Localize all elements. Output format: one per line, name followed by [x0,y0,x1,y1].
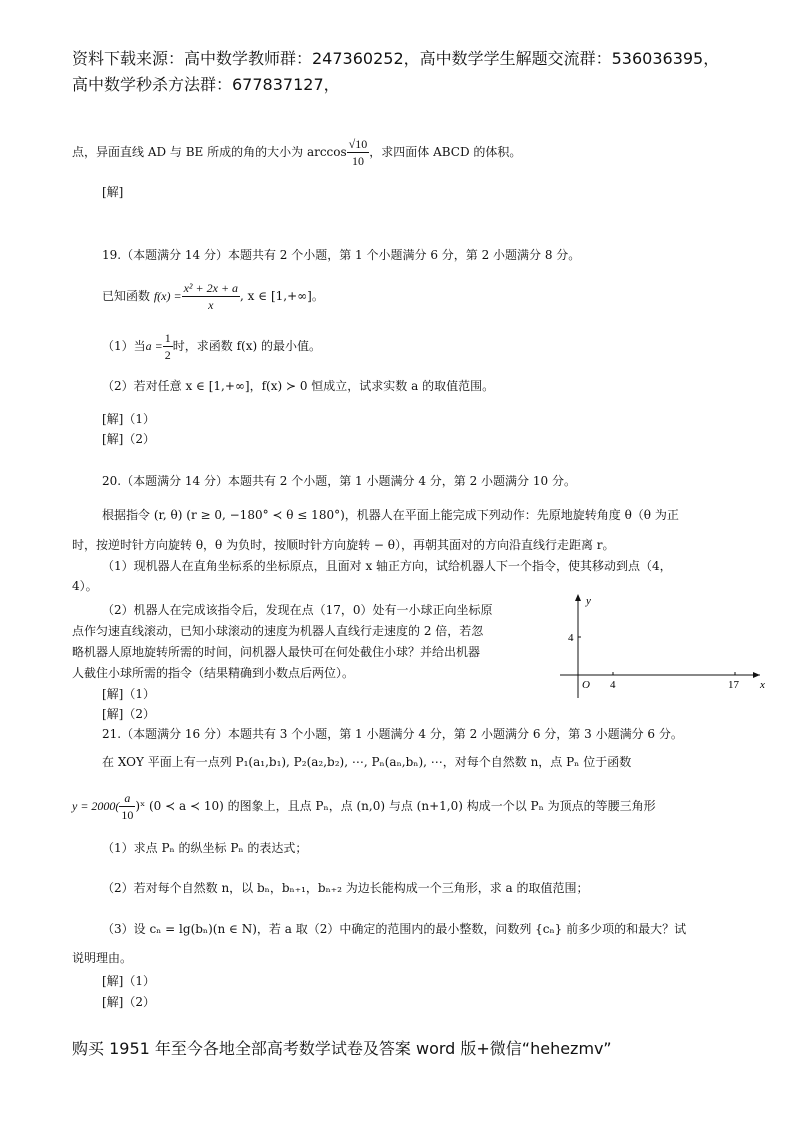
q20-coordinate-graph [560,590,770,700]
q21-part-3b: 说明理由。 [72,951,133,965]
tick-label-x-17: 17 [728,679,739,691]
origin-label: O [582,679,590,691]
page-header [72,46,762,98]
q20-solution-1: [解]（1） [102,687,155,701]
q20-solution-2: [解]（2） [102,707,155,721]
page-footer: 购买 1951 年至今各地全部高考数学试卷及答案 word 版+微信“hehezmv” [72,1039,612,1058]
q20-part-2a: （2）机器人在完成该指令后，发现在点（17，0）处有一小球正向坐标原 [102,603,493,617]
q21-part-3a: （3）设 cₙ = lg(bₙ)(n ∈ N)，若 a 取（2）中确定的范围内的最小整数，问数列 {cₙ} 前多少项的和最大？试 [102,922,687,936]
x-axis-arrow [753,672,760,678]
y-axis-label: y [586,595,591,607]
q21-intro-2: y = 2000( $\frac{a}{10}$ )ˣ (0 ≺ a ≺ 10) 的图象上，且点 Pₙ，点 (n,0) 与点 (n+1,0) 构成一个以 Pₙ 为顶点的等腰三角形 [72,791,656,822]
q21-intro-1: 在 XOY 平面上有一点列 P₁(a₁,b₁), P₂(a₂,b₂), ⋯, Pₙ(aₙ,bₙ), ⋯，对每个自然数 n，点 Pₙ 位于函数 [102,755,632,769]
q21-solution-1: [解]（1） [102,974,155,988]
q19-part-1: （1）当a = $\frac{1}{2}$ 时，求函数 f(x) 的最小值。 [102,331,321,362]
q20-intro-2: 时，按逆时针方向旋转 θ，θ 为负时，按顺时针方向旋转 − θ），再朝其面对的方向沿直线行走距离 r。 [72,538,615,552]
q19-fraction: $\frac{\text{x² + 2x + a}}{x}$ [183,281,239,312]
q19-part-2: （2）若对任意 x ∈ [1,+∞]，f(x) ≻ 0 恒成立，试求实数 a 的取值范围。 [102,379,495,393]
q18-fraction: $\frac{√10}{10}$ [348,137,368,168]
q19-solution-2: [解]（2） [102,432,155,446]
q21-part-1: （1）求点 Pₙ 的纵坐标 Pₙ 的表达式； [102,841,308,855]
q20-part-2b: 点作匀速直线滚动，已知小球滚动的速度为机器人直线行走速度的 2 倍，若忽 [72,624,484,638]
header-line-1: 资料下载来源：高中数学教师群：247360252，高中数学学生解题交流群：536036395， [72,49,720,68]
q21-part-2: （2）若对每个自然数 n，以 bₙ，bₙ₊₁，bₙ₊₂ 为边长能构成一个三角形，求 a 的取值范围； [102,881,589,895]
tick-label-x-4: 4 [610,679,616,691]
q21-title: 21.（本题满分 16 分）本题共有 3 个小题，第 1 小题满分 4 分，第 2 小题满分 6 分，第 3 小题满分 6 分。 [102,727,683,741]
q18-statement: 点，异面直线 AD 与 BE 所成的角的大小为 arccos $\frac{√10}{10}$ ，求四面体 ABCD 的体积。 [72,137,522,168]
q20-title: 20.（本题满分 14 分）本题共有 2 个小题，第 1 小题满分 4 分，第 2 小题满分 10 分。 [102,474,576,488]
q20-part-2d: 人截住小球所需的指令（结果精确到小数点后两位）。 [72,666,355,680]
q19-title: 19.（本题满分 14 分）本题共有 2 个小题，第 1 个小题满分 6 分，第 2 小题满分 8 分。 [102,248,581,262]
q20-part-1a: （1）现机器人在直角坐标系的坐标原点，且面对 x 轴正方向，试给机器人下一个指令，使其移动到点（4， [102,559,672,573]
header-line-2: 高中数学秒杀方法群：677837127， [72,75,340,94]
y-axis-arrow [575,594,581,601]
q20-intro-1: 根据指令 (r, θ) (r ≥ 0, −180° ≺ θ ≤ 180°)，机器人在平面上能完成下列动作：先原地旋转角度 θ（θ 为正 [102,508,679,522]
x-axis-label: x [760,679,765,691]
q20-part-1b: 4）。 [72,579,98,593]
q21-fraction: $\frac{a}{10}$ [121,791,134,822]
q19-solution-1: [解]（1） [102,412,155,426]
q18-solution: [解] [102,185,124,199]
q19-given: 已知函数 f(x) = $\frac{\text{x² + 2x + a}}{x}$ , x ∈ [1,+∞]。 [102,281,324,312]
q19-half-fraction: $\frac{1}{2}$ [164,331,171,362]
tick-label-y-4: 4 [568,632,574,644]
q20-part-2c: 略机器人原地旋转所需的时间，问机器人最快可在何处截住小球？并给出机器 [72,645,481,659]
q21-solution-2: [解]（2） [102,995,155,1009]
